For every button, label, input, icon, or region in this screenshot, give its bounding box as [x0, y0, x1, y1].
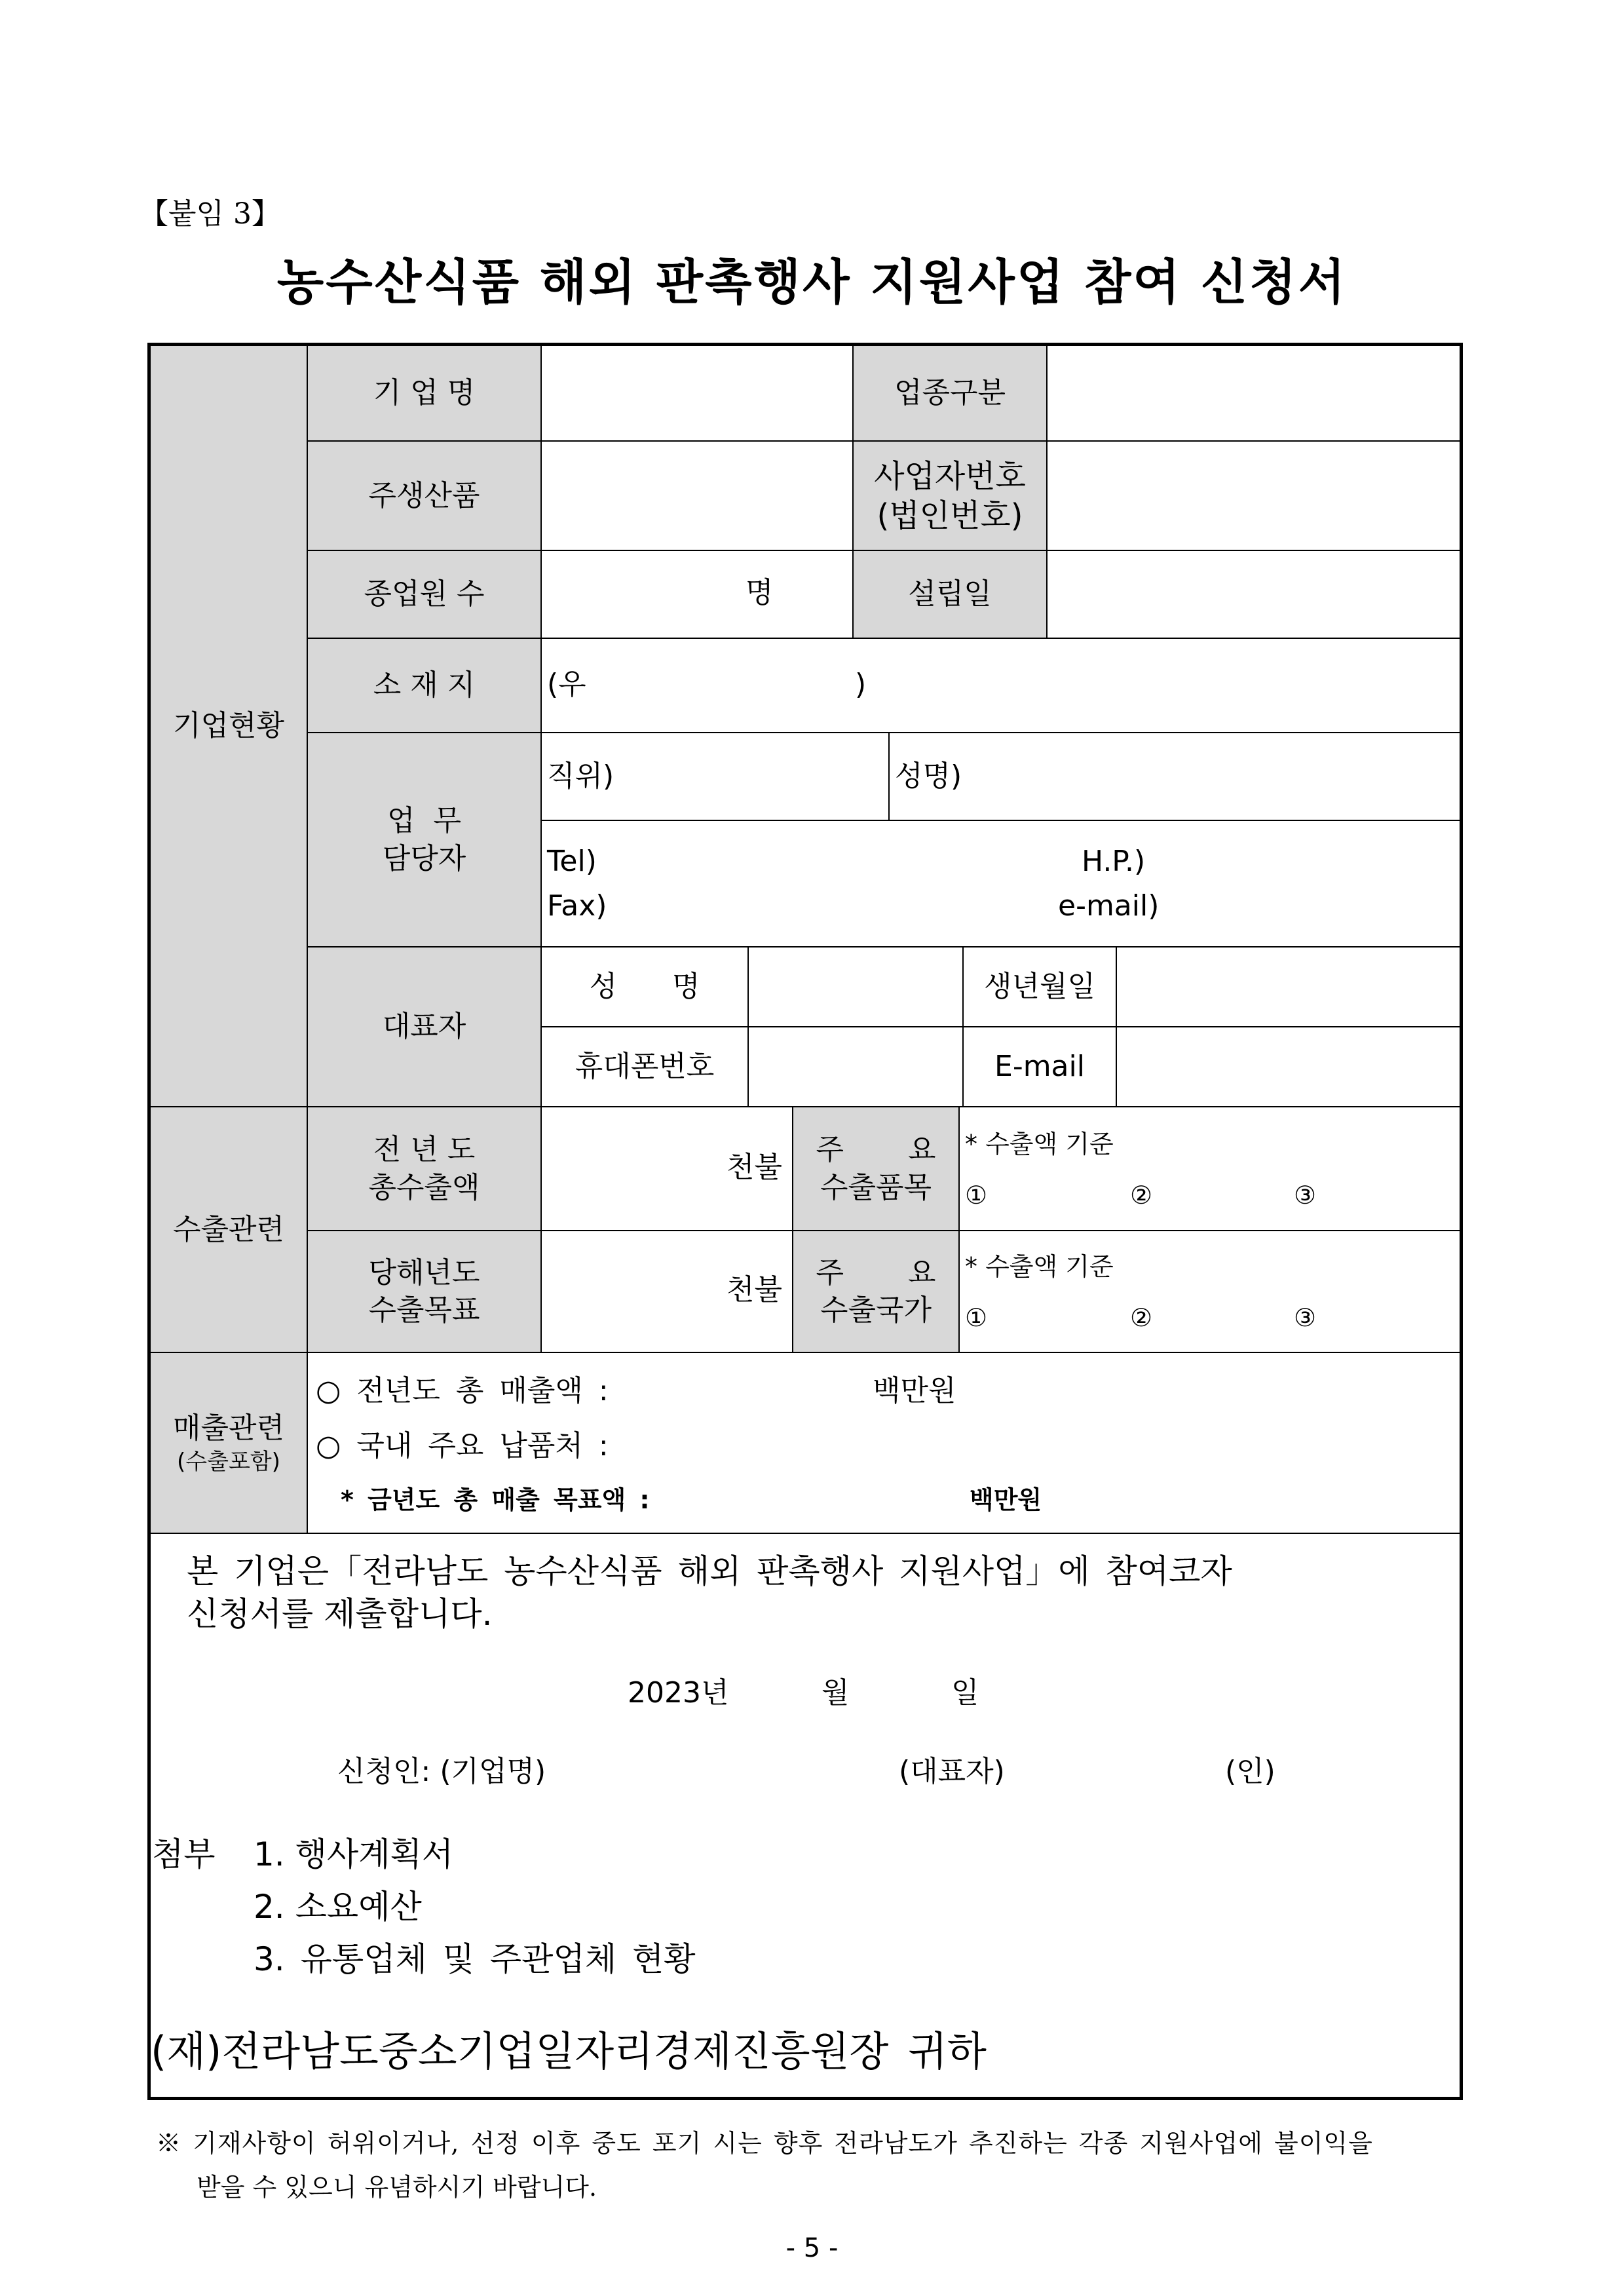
- recipient: (재)전라남도중소기업일자리경제진흥원장 귀하: [151, 2027, 987, 2075]
- declaration-line-2: 신청서를 제출합니다.: [187, 1595, 493, 1633]
- application-month: 월: [821, 1676, 850, 1710]
- form-title: 농수산식품 해외 판촉행사 지원사업 참여 신청서: [276, 254, 1348, 311]
- prev-year-export-field[interactable]: [542, 1107, 793, 1231]
- ceo-name-field[interactable]: [749, 947, 964, 1027]
- business-number-label-line1: 사업자번호: [874, 457, 1026, 495]
- company-section-label-text: 기업현황: [172, 709, 284, 743]
- prev-year-export-label: [308, 1107, 542, 1231]
- location-field[interactable]: [542, 639, 1460, 733]
- circled-2-countries: ②: [1130, 1303, 1153, 1332]
- export-basis-note-1: * 수출액 기준: [965, 1130, 1114, 1158]
- main-product-field[interactable]: [542, 442, 854, 551]
- location-label: [308, 639, 542, 733]
- sales-target-unit: 백만원: [970, 1485, 1042, 1514]
- this-year-target-label-line2: 수출목표: [368, 1293, 480, 1327]
- application-day: 일: [951, 1676, 979, 1710]
- ceo-name-label-text: 성 명: [589, 970, 700, 1004]
- application-form: [147, 343, 1463, 2100]
- sales-section-label-line1: 매출관련: [172, 1411, 284, 1445]
- attachments-label: 첨부: [152, 1835, 216, 1873]
- manager-position-label: 직위): [547, 759, 614, 793]
- ceo-name-label: [542, 947, 749, 1027]
- applicant-company-label: 신청인: (기업명): [337, 1755, 546, 1788]
- ceo-birth-label-text: 생년월일: [983, 970, 1095, 1004]
- main-items-field[interactable]: [960, 1107, 1460, 1231]
- main-product-label: [308, 442, 542, 551]
- sales-fields[interactable]: [308, 1353, 1460, 1534]
- founded-label-text: 설립일: [908, 577, 992, 611]
- prev-year-export-label-line2: 총수출액: [368, 1170, 480, 1204]
- sales-section-label-line2: (수출포함): [177, 1448, 280, 1475]
- prev-year-export-unit: 천불: [727, 1151, 783, 1184]
- attachment-item-2: 2. 소요예산: [254, 1888, 422, 1926]
- prev-year-export-label-line1: 전 년 도: [373, 1133, 476, 1167]
- circled-3-items: ③: [1294, 1181, 1317, 1210]
- manager-name-field[interactable]: [890, 733, 1460, 821]
- main-product-label-text: 주생산품: [368, 478, 480, 512]
- footnote-line-1: ※ 기재사항이 허위이거나, 선정 이후 중도 포기 시는 향후 전라남도가 추진하는 각종 지원사업에 불이익을: [156, 2129, 1373, 2158]
- manager-position-field[interactable]: [542, 733, 890, 821]
- ceo-birth-label: [964, 947, 1117, 1027]
- this-year-target-unit: 천불: [727, 1273, 783, 1307]
- business-number-label: [854, 442, 1048, 551]
- postal-suffix: ): [855, 668, 867, 701]
- export-section-label-text: 수출관련: [172, 1212, 284, 1246]
- page-number: - 5 -: [785, 2233, 839, 2263]
- ceo-email-label: [964, 1027, 1117, 1107]
- business-type-label-text: 업종구분: [894, 376, 1006, 410]
- attachment-item-1: 1. 행사계획서: [254, 1835, 454, 1873]
- this-year-target-label-line1: 당해년도: [368, 1255, 480, 1290]
- circled-1-countries: ①: [965, 1303, 988, 1332]
- applicant-rep-label: (대표자): [899, 1755, 1005, 1788]
- manager-name-label: 성명): [895, 759, 962, 793]
- ceo-label: [308, 947, 542, 1107]
- employees-label-text: 종업원 수: [364, 577, 485, 611]
- company-section-label: [151, 346, 308, 1107]
- business-type-field[interactable]: [1048, 346, 1460, 442]
- footnote-line-2: 받을 수 있으니 유념하시기 바랍니다.: [197, 2172, 597, 2202]
- business-type-label: [854, 346, 1048, 442]
- circled-1-items: ①: [965, 1181, 988, 1210]
- ceo-email-label-text: E-mail: [994, 1050, 1085, 1084]
- ceo-mobile-label: [542, 1027, 749, 1107]
- ceo-birth-field[interactable]: [1117, 947, 1460, 1027]
- company-name-label: [308, 346, 542, 442]
- tel-label: Tel): [547, 845, 597, 878]
- prev-total-sales-label: ○ 전년도 총 매출액 :: [316, 1374, 609, 1407]
- founded-label: [854, 551, 1048, 639]
- fax-label: Fax): [547, 889, 607, 923]
- main-items-label-line2: 수출품목: [820, 1170, 932, 1204]
- circled-3-countries: ③: [1294, 1303, 1317, 1332]
- ceo-mobile-label-text: 휴대폰번호: [575, 1050, 715, 1084]
- postal-prefix: (우: [547, 668, 586, 701]
- email-label: e-mail): [1058, 889, 1160, 923]
- attachment-label: 【붙임 3】: [140, 197, 280, 231]
- application-year: 2023년: [628, 1676, 729, 1710]
- declaration-line-1: 본 기업은「전라남도 농수산식품 해외 판촉행사 지원사업」에 참여코자: [187, 1552, 1232, 1590]
- business-number-label-line2: (법인번호): [877, 497, 1023, 534]
- founded-field[interactable]: [1048, 551, 1460, 639]
- main-countries-label: [793, 1231, 960, 1353]
- ceo-label-text: 대표자: [382, 1010, 466, 1044]
- footnote: [156, 2122, 1532, 2209]
- hp-label: H.P.): [1082, 845, 1146, 878]
- employees-label: [308, 551, 542, 639]
- manager-contact-field[interactable]: [542, 821, 1460, 947]
- export-section-label: [151, 1107, 308, 1353]
- main-countries-label-line1: 주 요: [816, 1255, 936, 1290]
- employees-field[interactable]: [542, 551, 854, 639]
- circled-2-items: ②: [1130, 1181, 1153, 1210]
- manager-label: [308, 733, 542, 947]
- sales-target-label: * 금년도 총 매출 목표액 :: [341, 1485, 650, 1514]
- manager-label-line1: 업 무: [387, 804, 461, 838]
- employees-unit: 명: [746, 576, 774, 609]
- location-label-text: 소 재 지: [373, 668, 476, 702]
- main-items-label-line1: 주 요: [816, 1133, 936, 1167]
- export-basis-note-2: * 수출액 기준: [965, 1252, 1114, 1281]
- company-name-field[interactable]: [542, 346, 854, 442]
- attachment-item-3: 3. 유통업체 및 주관업체 현황: [254, 1940, 696, 1978]
- manager-label-line2: 담당자: [382, 841, 466, 875]
- prev-total-sales-unit: 백만원: [873, 1374, 956, 1407]
- business-number-field[interactable]: [1048, 442, 1460, 551]
- this-year-target-label: [308, 1231, 542, 1353]
- sales-section-label: [151, 1353, 308, 1534]
- company-name-label-text: 기 업 명: [373, 376, 476, 410]
- ceo-email-field[interactable]: [1117, 1027, 1460, 1107]
- main-countries-label-line2: 수출국가: [820, 1293, 932, 1327]
- domestic-supplier-label: ○ 국내 주요 납품처 :: [316, 1429, 609, 1463]
- main-countries-field[interactable]: [960, 1231, 1460, 1353]
- this-year-target-field[interactable]: [542, 1231, 793, 1353]
- applicant-seal-label: (인): [1225, 1755, 1275, 1788]
- main-items-label: [793, 1107, 960, 1231]
- ceo-mobile-field[interactable]: [749, 1027, 964, 1107]
